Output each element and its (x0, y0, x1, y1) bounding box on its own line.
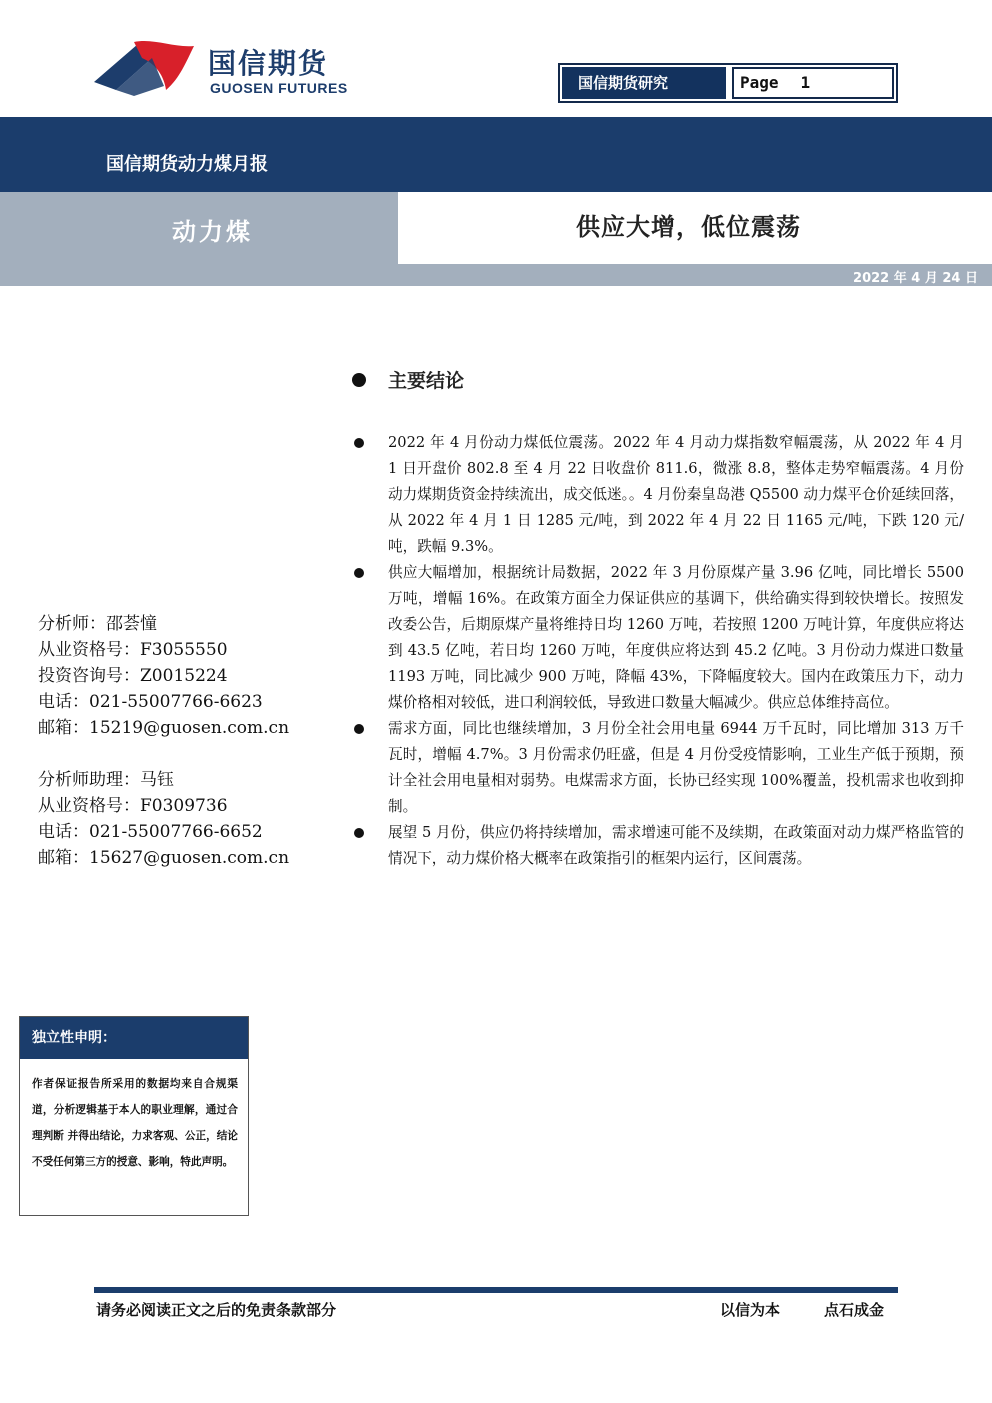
logo-text-en: GUOSEN FUTURES (210, 80, 348, 96)
logo-text-cn: 国信期货 (208, 47, 329, 80)
assistant-email: 邮箱：15627@guosen.com.cn (38, 848, 290, 868)
footer-slogan-2: 点石成金 (824, 1301, 885, 1319)
report-title: 国信期货动力煤月报 (106, 154, 268, 175)
assistant-phone: 电话：021-55007766-6652 (38, 822, 263, 842)
page-number: 1 (800, 73, 811, 92)
company-logo (94, 38, 354, 102)
logo-mark-icon (94, 38, 204, 102)
category-label: 动力煤 (172, 218, 253, 246)
analyst-info (38, 611, 289, 741)
footer-disclaimer: 请务必阅读正文之后的免责条款部分 (96, 1301, 337, 1319)
report-headline: 供应大增，低位震荡 (576, 213, 801, 241)
declaration-title: 独立性申明： (20, 1017, 248, 1059)
declaration-body: 作者保证报告所采用的数据均来自合规渠道，分析逻辑基于本人的职业理解，通过合理判断 并得出结论，力求客观、公正，结论不受任何第三方的授意、影响，特此声明。 (32, 1078, 238, 1168)
assistant-qualification: 从业资格号：F0309736 (38, 796, 228, 816)
analyst-phone: 电话：021-55007766-6623 (38, 692, 263, 712)
footer-slogan-1: 以信为本 (720, 1301, 781, 1319)
analyst-email: 邮箱：15219@guosen.com.cn (38, 718, 290, 738)
page-indicator (732, 67, 894, 99)
research-label: 国信期货研究 (562, 67, 726, 99)
list-item: 2022 年 4 月份动力煤低位震荡。2022 年 4 月动力煤指数窄幅震荡，从 2022 年 4 月 1 日开盘价 802.8 至 4 月 22 日收盘价 811.6，微涨 8.8，整体走势窄幅震荡。4 月份动力煤期货资金持续流出，成交低迷。。4 月份秦皇岛港 Q5500 动力煤平仓价延续回落，从 2022 年 4 月 1 日 1285 元/吨，到 2022 年 4 月 22 日 1165 元/吨，下跌 120 元/吨，跌幅 9.3%。 (352, 430, 964, 560)
analyst-name: 分析师：邵荟憧 (38, 614, 157, 634)
section-heading (352, 366, 464, 393)
conclusion-list (352, 430, 964, 872)
date-strip (0, 264, 992, 286)
analyst-consult-number: 投资咨询号：Z0015224 (38, 666, 228, 686)
assistant-name: 分析师助理：马钰 (38, 770, 174, 790)
assistant-info (38, 767, 289, 871)
report-date: 2022 年 4 月 24 日 (853, 271, 978, 286)
list-item: 需求方面，同比也继续增加，3 月份全社会用电量 6944 万千瓦时，同比增加 313 万千瓦时，增幅 4.7%。3 月份需求仍旺盛，但是 4 月份受疫情影响，工业生产低于预期，预计全社会用电量相对弱势。电煤需求方面，长协已经实现 100%覆盖，投机需求也收到抑制。 (352, 716, 964, 820)
header-tag-box (558, 63, 898, 103)
section-title: 主要结论 (388, 370, 465, 392)
footer-divider (94, 1287, 898, 1293)
page-label: Page (740, 73, 779, 92)
list-item: 展望 5 月份，供应仍将持续增加，需求增速可能不及续期，在政策面对动力煤严格监管的情况下，动力煤价格大概率在政策指引的框架内运行，区间震荡。 (352, 820, 964, 872)
bullet-dot-icon (352, 373, 366, 387)
analyst-qualification: 从业资格号：F3055550 (38, 640, 228, 660)
independence-declaration (19, 1016, 249, 1216)
list-item: 供应大幅增加，根据统计局数据，2022 年 3 月份原煤产量 3.96 亿吨，同比增长 5500 万吨，增幅 16%。在政策方面全力保证供应的基调下，供给确实得到较快增长。按照发改委公告，后期原煤产量将维持日均 1260 万吨，若按照 1200 万吨计算，年度供应将达到 43.5 亿吨，若日均 1260 万吨，年度供应将达到 45.2 亿吨。3 月份动力煤进口数量 1193 万吨，同比减少 900 万吨，降幅 43%，下降幅度较大。国内在政策压力下，动力煤价格相对较低，进口利润较低，导致进口数量大幅减少。供应总体维持高位。 (352, 560, 964, 716)
